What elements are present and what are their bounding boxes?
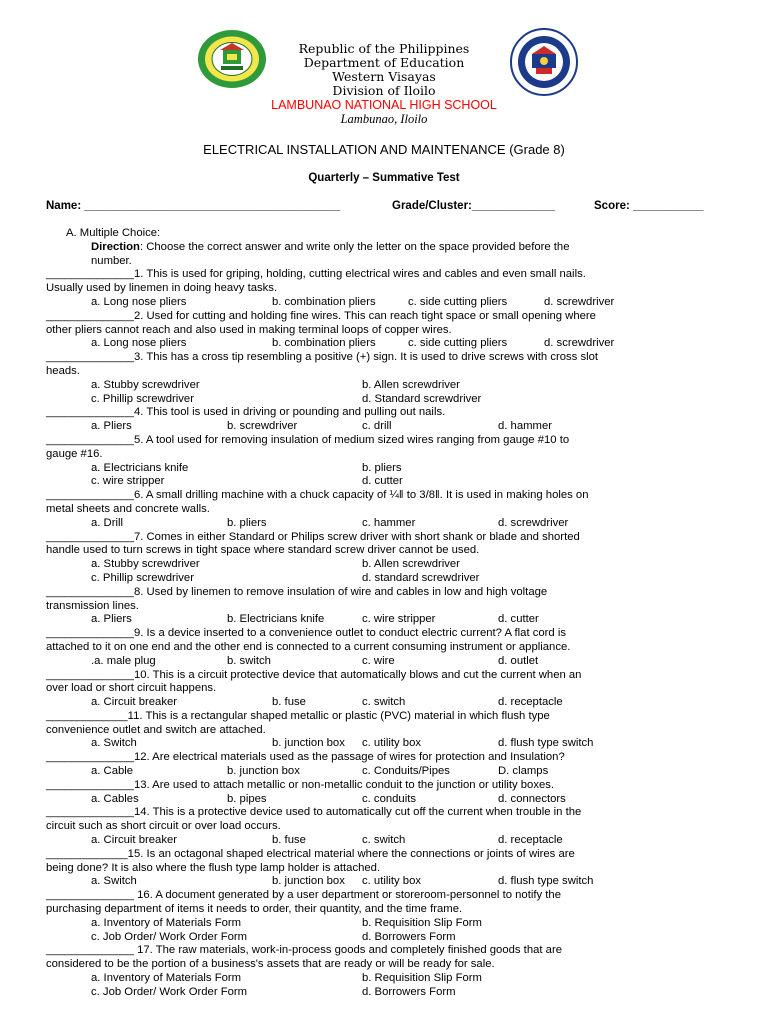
choice-option[interactable]: b. fuse	[272, 834, 306, 847]
choice-option[interactable]: b. combination pliers	[272, 337, 376, 350]
question-stem: ______________3. This has a cross tip resembling a positive (+) sign. It is used to drive screws with cross slot	[46, 351, 599, 364]
choice-row	[0, 737, 768, 751]
question-stem-line	[0, 310, 768, 324]
choice-option[interactable]: d. cutter	[362, 475, 403, 488]
choice-option[interactable]: b. pliers	[227, 516, 267, 529]
question-stem: ______________12. Are electrical materials used as the passage of wires for protection and Insulation?	[46, 751, 565, 764]
question-stem-cont: transmission lines.	[46, 599, 139, 612]
question-stem-continued	[0, 324, 768, 338]
question-stem-continued	[0, 365, 768, 379]
choice-option[interactable]: c. Job Order/ Work Order Form	[91, 985, 248, 998]
choice-row	[0, 875, 768, 889]
choice-option[interactable]: c. switch	[362, 696, 406, 709]
choice-option[interactable]: b. junction box	[272, 875, 345, 888]
question-stem-continued	[0, 544, 768, 558]
choice-option[interactable]: b. Allen screwdriver	[362, 558, 460, 571]
direction-cont: number.	[91, 254, 132, 267]
choice-option[interactable]: d. Borrowers Form	[362, 930, 456, 943]
question-stem-line	[0, 806, 768, 820]
score-field[interactable]: Score: ___________	[594, 200, 704, 212]
choice-option[interactable]: c. wire stripper	[362, 613, 436, 626]
question-stem-cont: attached to it on one end and the other end is connected to a current consuming instrument or appliance.	[46, 640, 571, 653]
question-stem: ______________4. This tool is used in driving or pounding and pulling out nails.	[46, 406, 446, 419]
question-stem-cont: over load or short circuit happens.	[46, 682, 217, 695]
choice-row	[0, 462, 768, 476]
choice-option[interactable]: d. standard screwdriver	[362, 571, 480, 584]
choice-option[interactable]: d. Borrowers Form	[362, 985, 456, 998]
direction-label: Direction	[91, 240, 140, 253]
header-region: Western Visayas	[332, 69, 436, 84]
choice-option[interactable]: b. switch	[227, 654, 271, 667]
choice-option[interactable]: c. Job Order/ Work Order Form	[91, 930, 248, 943]
question-stem-continued	[0, 958, 768, 972]
question-stem-line	[0, 351, 768, 365]
question-stem: ______________14. This is a protective device used to automatically cut off the current when trouble in the	[46, 806, 582, 819]
choice-option[interactable]: b. pliers	[362, 461, 402, 474]
choice-option[interactable]: b. Requisition Slip Form	[362, 972, 482, 985]
question-stem-cont: handle used to turn screws in tight space where standard screw driver cannot be used.	[46, 544, 480, 557]
question-stem-cont: other pliers cannot reach and also used in making terminal loops of copper wires.	[46, 323, 452, 336]
choice-option[interactable]: d. screwdriver	[544, 337, 615, 350]
choice-option[interactable]: a. Electricians knife	[91, 461, 189, 474]
choice-row	[0, 475, 768, 489]
question-stem-continued	[0, 682, 768, 696]
question-stem-cont: gauge #16.	[46, 447, 103, 460]
question-stem-cont: circuit such as short circuit or over load occurs.	[46, 820, 281, 833]
choice-option[interactable]: D. clamps	[498, 765, 549, 778]
question-stem-continued	[0, 903, 768, 917]
choice-option[interactable]: c. Phillip screwdriver	[91, 571, 194, 584]
section-header	[0, 227, 768, 241]
choice-row	[0, 517, 768, 531]
choice-row	[0, 379, 768, 393]
choice-option[interactable]: d. outlet	[498, 654, 539, 667]
question-stem-cont: purchasing department of items it needs to order, their quantity, and the time frame.	[46, 903, 463, 916]
test-title: Quarterly – Summative Test	[308, 172, 460, 184]
choice-option[interactable]: d. screwdriver	[498, 516, 569, 529]
question-stem-cont: heads.	[46, 364, 80, 377]
choice-option[interactable]: a. Switch	[91, 875, 137, 888]
question-stem: ______________ 17. The raw materials, work-in-process goods and completely finished goods that are	[46, 944, 562, 957]
question-stem: ______________9. Is a device inserted to a convenience outlet to conduct electric current? A flat cord is	[46, 627, 566, 640]
question-stem-line	[0, 779, 768, 793]
question-stem-line	[0, 889, 768, 903]
choice-option[interactable]: b. screwdriver	[227, 420, 298, 433]
choice-row	[0, 558, 768, 572]
question-stem: ______________ 16. A document generated by a user department or storeroom-personnel to notify the	[46, 889, 561, 902]
question-stem-line	[0, 406, 768, 420]
choice-option[interactable]: d. Standard screwdriver	[362, 392, 482, 405]
choice-option[interactable]: d. screwdriver	[544, 295, 615, 308]
question-stem-cont: metal sheets and concrete walls.	[46, 502, 210, 515]
question-stem-cont: considered to be the portion of a business's assets that are ready or will be ready for sale.	[46, 958, 495, 971]
question-stem-continued	[0, 600, 768, 614]
choice-option[interactable]: b. fuse	[272, 696, 306, 709]
choice-option[interactable]: a. Cables	[91, 792, 139, 805]
choice-option[interactable]: b. Allen screwdriver	[362, 378, 460, 391]
choice-option[interactable]: c. side cutting pliers	[408, 295, 508, 308]
name-row	[46, 200, 704, 212]
choice-option[interactable]: c. side cutting pliers	[408, 337, 508, 350]
choice-option[interactable]: c. utility box	[362, 875, 422, 888]
header-school-name: LAMBUNAO NATIONAL HIGH SCHOOL	[271, 98, 497, 112]
choice-option[interactable]: c. conduits	[362, 792, 417, 805]
choice-option[interactable]: d. hammer	[498, 420, 552, 433]
choice-option[interactable]: c. utility box	[362, 737, 422, 750]
choice-option[interactable]: d. connectors	[498, 792, 566, 805]
question-stem: ______________13. Are used to attach metallic or non-metallic conduit to the junction or utility boxes.	[46, 778, 555, 791]
choice-option[interactable]: a. Circuit breaker	[91, 696, 178, 709]
choice-row	[0, 917, 768, 931]
question-stem-line	[0, 751, 768, 765]
direction-line-2	[0, 255, 768, 269]
choice-option[interactable]: c. Phillip screwdriver	[91, 392, 194, 405]
question-stem: _____________11. This is a rectangular shaped metallic or plastic (PVC) material in which flush type	[46, 709, 550, 722]
choice-option[interactable]: a. Stubby screwdriver	[91, 558, 200, 571]
question-stem-line	[0, 944, 768, 958]
question-stem-continued	[0, 724, 768, 738]
choice-row	[0, 420, 768, 434]
question-stem-line	[0, 586, 768, 600]
choice-option[interactable]: c. Conduits/Pipes	[362, 765, 450, 778]
choice-row	[0, 655, 768, 669]
choice-option[interactable]: a. Switch	[91, 737, 137, 750]
choice-option[interactable]: d. flush type switch	[498, 875, 594, 888]
question-stem: ______________8. Used by linemen to remove insulation of wire and cables in low and high voltage	[46, 585, 548, 598]
choice-option[interactable]: a. Inventory of Materials Form	[91, 972, 242, 985]
choice-option[interactable]: b. pipes	[227, 792, 267, 805]
choice-option[interactable]: a. Long nose pliers	[91, 295, 187, 308]
question-stem-continued	[0, 503, 768, 517]
question-stem-line	[0, 268, 768, 282]
question-stem-line	[0, 531, 768, 545]
choice-option[interactable]: d. receptacle	[498, 696, 563, 709]
choice-option[interactable]: c. hammer	[362, 516, 416, 529]
direction-line	[0, 241, 768, 255]
choice-row	[0, 931, 768, 945]
choice-row	[0, 613, 768, 627]
question-stem-line	[0, 489, 768, 503]
choice-option[interactable]: .a. male plug	[91, 654, 156, 667]
choice-option[interactable]: b. Electricians knife	[227, 613, 325, 626]
question-stem-continued	[0, 862, 768, 876]
header-republic: Republic of the Philippines	[298, 41, 470, 56]
question-stem-cont: being done? It is also where the flush type lamp holder is attached.	[46, 861, 381, 874]
question-stem-continued	[0, 282, 768, 296]
choice-option[interactable]: a. Drill	[91, 516, 124, 529]
choice-row	[0, 572, 768, 586]
choice-option[interactable]: d. cutter	[498, 613, 539, 626]
subject-title: ELECTRICAL INSTALLATION AND MAINTENANCE (Grade 8)	[203, 142, 565, 157]
choice-row	[0, 765, 768, 779]
section-label: A. Multiple Choice:	[66, 227, 161, 239]
name-field[interactable]: Name: ________________________________________	[46, 200, 341, 212]
choice-row	[0, 337, 768, 351]
choice-option[interactable]: d. receptacle	[498, 834, 563, 847]
choice-row	[0, 972, 768, 986]
header-town: Lambunao, Iloilo	[340, 112, 428, 126]
choice-row	[0, 696, 768, 710]
question-stem-line	[0, 710, 768, 724]
choice-option[interactable]: c. wire stripper	[91, 475, 165, 488]
question-stem-continued	[0, 820, 768, 834]
choice-option[interactable]: a. Pliers	[91, 613, 132, 626]
direction-text: : Choose the correct answer and write only the letter on the space provided before the	[139, 240, 570, 253]
question-stem-cont: convenience outlet and switch are attached.	[46, 723, 266, 736]
choice-option[interactable]: a. Circuit breaker	[91, 834, 178, 847]
questions-list	[0, 268, 768, 999]
question-stem-continued	[0, 448, 768, 462]
question-stem-line	[0, 627, 768, 641]
choice-row	[0, 986, 768, 1000]
choice-option[interactable]: c. drill	[362, 420, 392, 433]
question-stem: ______________6. A small drilling machine with a chuck capacity of ¼‖ to 3/8‖. It is used in making holes on	[46, 489, 589, 502]
choice-option[interactable]: d. flush type switch	[498, 737, 594, 750]
choice-option[interactable]: a. Pliers	[91, 420, 132, 433]
choice-option[interactable]: b. junction box	[272, 737, 345, 750]
header-department: Department of Education	[303, 55, 465, 70]
question-stem: ______________7. Comes in either Standard or Philips screw driver with short shank or blade and shorted	[46, 530, 580, 543]
choice-option[interactable]: c. switch	[362, 834, 406, 847]
question-stem-line	[0, 434, 768, 448]
choice-option[interactable]: a. Cable	[91, 765, 134, 778]
question-stem-line	[0, 848, 768, 862]
grade-cluster-field[interactable]: Grade/Cluster:_____________	[392, 200, 556, 212]
question-stem: ______________10. This is a circuit protective device that automatically blows and cut the current when an	[46, 668, 582, 681]
choice-option[interactable]: b. combination pliers	[272, 295, 376, 308]
choice-option[interactable]: a. Inventory of Materials Form	[91, 916, 242, 929]
question-stem: _____________15. Is an octagonal shaped electrical material where the connections or joints of wires are	[46, 847, 575, 860]
header-division: Division of Iloilo	[332, 83, 436, 98]
choice-option[interactable]: b. Requisition Slip Form	[362, 916, 482, 929]
question-stem: ______________1. This is used for griping, holding, cutting electrical wires and cables and even small nails.	[46, 268, 586, 281]
choice-row	[0, 793, 768, 807]
question-stem-cont: Usually used by linemen in doing heavy tasks.	[46, 282, 278, 295]
question-stem: ______________5. A tool used for removing insulation of medium sized wires ranging from gauge #10 to	[46, 433, 570, 446]
test-body	[0, 227, 768, 1000]
choice-row	[0, 296, 768, 310]
choice-option[interactable]: a. Long nose pliers	[91, 337, 187, 350]
choice-row	[0, 834, 768, 848]
choice-option[interactable]: c. wire	[362, 654, 395, 667]
question-stem-line	[0, 669, 768, 683]
choice-option[interactable]: b. junction box	[227, 765, 300, 778]
choice-row	[0, 393, 768, 407]
question-stem-continued	[0, 641, 768, 655]
question-stem: ______________2. Used for cutting and holding fine wires. This can reach tight space or small opening where	[46, 309, 596, 322]
choice-option[interactable]: a. Stubby screwdriver	[91, 378, 200, 391]
